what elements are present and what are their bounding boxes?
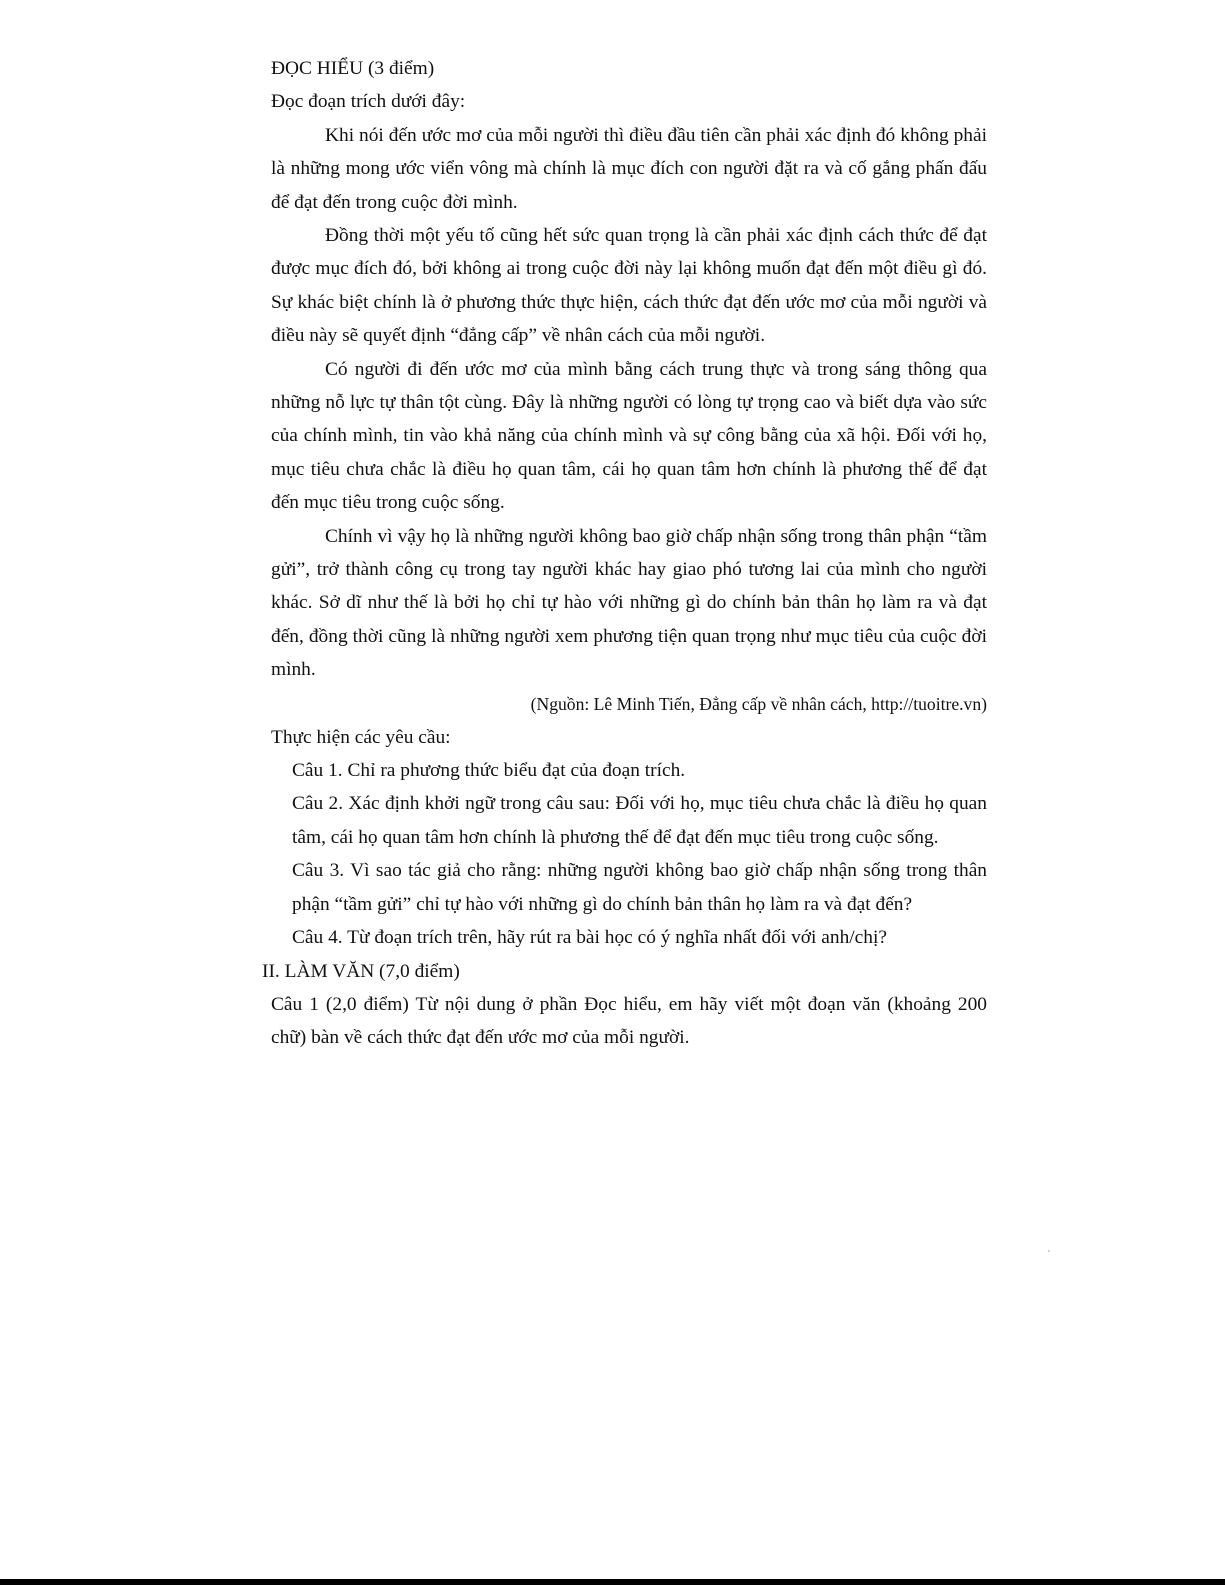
section-title-reading: ĐỌC HIỂU (3 điểm) bbox=[271, 58, 435, 79]
passage-source: (Nguồn: Lê Minh Tiến, Đẳng cấp về nhân cách, http://tuoitre.vn) bbox=[530, 693, 987, 714]
passage-paragraph-3: Có người đi đến ước mơ của mình bằng cách trung thực và trong sáng thông qua những nỗ lực tự thân tột cùng. Đây là những người có lòng tự trọng cao và biết dựa vào sức của chính mình, tin vào khả năng của chính mình và sự công bằng của xã hội. Đối với họ, mục tiêu chưa chắc là điều họ quan tâm, cái họ quan tâm hơn chính là phương thế để đạt đến mục tiêu trong cuộc sống. bbox=[271, 358, 987, 514]
passage-paragraph-1: Khi nói đến ước mơ của mỗi người thì điều đầu tiên cần phải xác định đó không phải là những mong ước viển vông mà chính là mục đích con người đặt ra và cố gắng phấn đấu để đạt đến trong cuộc đời mình. bbox=[271, 124, 987, 213]
reading-intro: Đọc đoạn trích dưới đây: bbox=[271, 91, 466, 113]
reading-question-1: Câu 1. Chỉ ra phương thức biểu đạt của đoạn trích. bbox=[292, 760, 686, 782]
reading-question-3: Câu 3. Vì sao tác giả cho rằng: những người không bao giờ chấp nhận sống trong thân phận “tầm gửi” chỉ tự hào với những gì do chính bản thân họ làm ra và đạt đến? bbox=[292, 860, 987, 915]
scan-speck bbox=[1048, 1250, 1050, 1252]
exam-page bbox=[262, 52, 987, 1055]
tasks-intro: Thực hiện các yêu cầu: bbox=[271, 726, 451, 748]
writing-question-1: Câu 1 (2,0 điểm) Từ nội dung ở phần Đọc hiểu, em hãy viết một đoạn văn (khoảng 200 chữ) bàn về cách thức đạt đến ước mơ của mỗi người. bbox=[271, 993, 987, 1049]
passage-paragraph-4: Chính vì vậy họ là những người không bao giờ chấp nhận sống trong thân phận “tầm gửi”, trở thành công cụ trong tay người khác hay giao phó tương lai của mình cho người khác. Sở dĩ như thế là bởi họ chỉ tự hào với những gì do chính bản thân họ làm ra và đạt đến, đồng thời cũng là những người xem phương tiện quan trọng như mục tiêu của cuộc đời mình. bbox=[271, 525, 987, 681]
passage-paragraph-2: Đồng thời một yếu tố cũng hết sức quan trọng là cần phải xác định cách thức để đạt được mục đích đó, bởi không ai trong cuộc đời này lại không muốn đạt đến một điều gì đó. Sự khác biệt chính là ở phương thức thực hiện, cách thức đạt đến ước mơ của mỗi người và điều này sẽ quyết định “đẳng cấp” về nhân cách của mỗi người. bbox=[271, 225, 987, 347]
reading-question-2: Câu 2. Xác định khởi ngữ trong câu sau: Đối với họ, mục tiêu chưa chắc là điều họ quan tâm, cái họ quan tâm hơn chính là phương thế để đạt đến mục tiêu trong cuộc sống. bbox=[292, 793, 987, 848]
page-bottom-edge bbox=[0, 1579, 1225, 1585]
reading-question-4: Câu 4. Từ đoạn trích trên, hãy rút ra bài học có ý nghĩa nhất đối với anh/chị? bbox=[292, 927, 887, 949]
section-title-writing: II. LÀM VĂN (7,0 điểm) bbox=[262, 960, 460, 982]
